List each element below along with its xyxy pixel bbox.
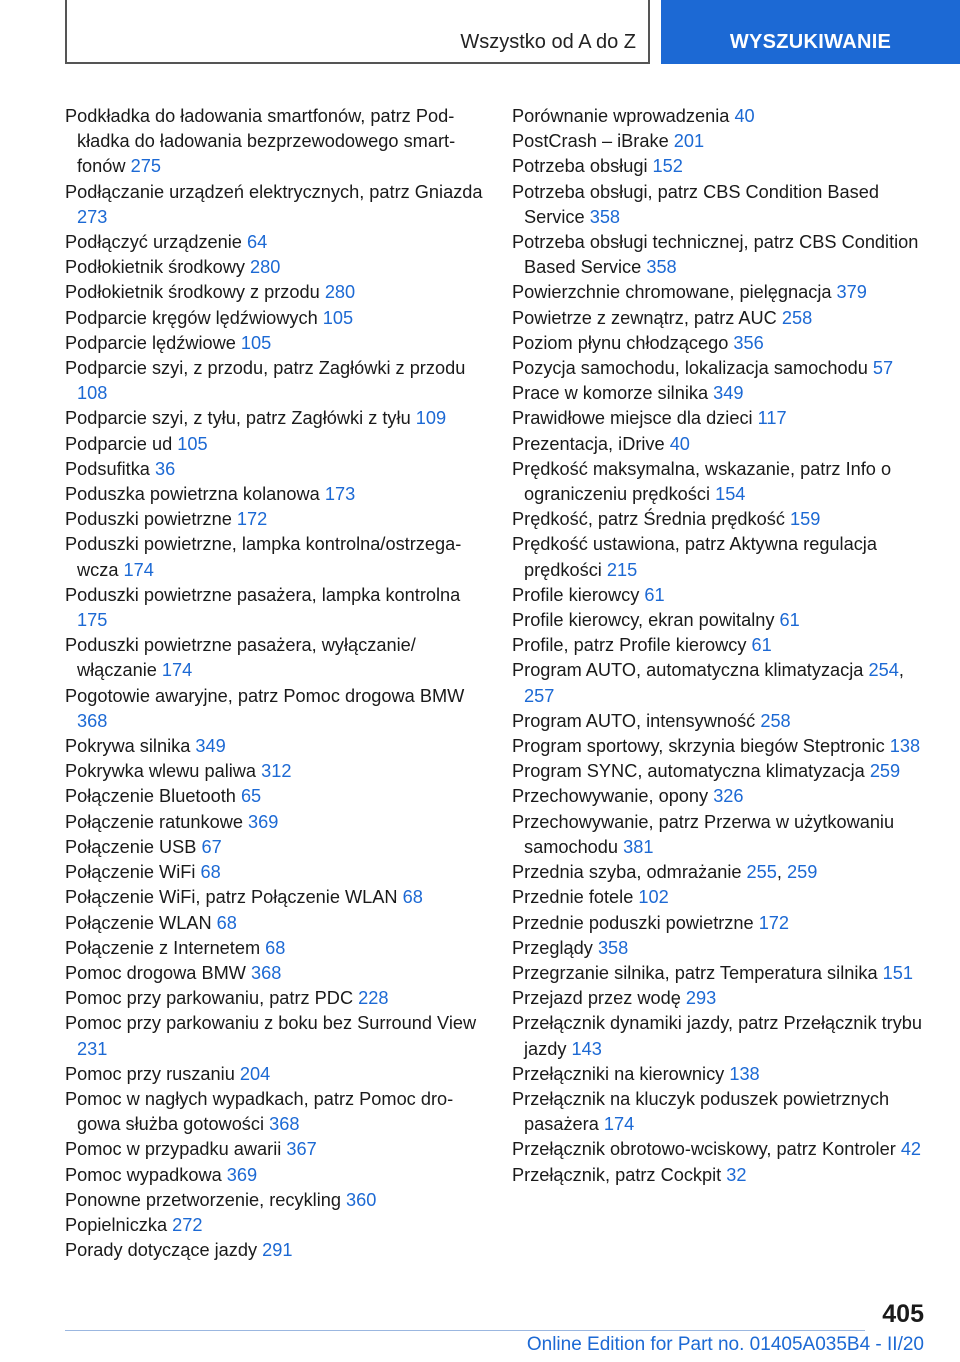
index-entry-label: Podparcie ud [65,433,178,454]
page-ref-link[interactable]: 358 [589,206,621,227]
page-ref-link[interactable]: 172 [758,912,790,933]
index-entry [65,255,485,280]
page-ref-link[interactable]: 272 [172,1214,203,1235]
index-entry-label: Podłokietnik środkowy z przodu [65,282,325,303]
index-entry [512,432,924,457]
page-ref-link[interactable]: 105 [322,307,354,328]
index-entry [512,961,924,986]
index-entry-label: Podłączyć urządzenie [65,232,247,253]
index-entry [65,180,485,230]
page-ref-link[interactable]: 61 [644,584,665,605]
index-entry-label: Program SYNC, automatyczna klimatyzacja [512,761,870,782]
index-entry [512,381,924,406]
index-entry-label: PostCrash – iBrake [512,131,674,152]
page-ref-link[interactable]: 258 [760,710,791,731]
index-entry [512,709,924,734]
index-entry-label: Poziom płynu chłodzącego [512,332,734,353]
page-ref-link[interactable]: 65 [240,786,262,807]
page-ref-link[interactable]: 67 [201,836,222,857]
page-ref-link[interactable]: 255 [746,862,777,883]
index-entry-label: Przełącznik, patrz Cockpit [512,1164,727,1185]
page-ref-link[interactable]: 369 [248,811,279,832]
page-ref-link[interactable]: 174 [123,559,154,580]
index-entry [65,532,485,582]
index-entry-label: Połączenie z Internetem [65,937,266,958]
page-ref-link[interactable]: 368 [77,710,108,731]
index-entry [512,230,924,280]
index-entry [65,961,485,986]
page-ref-link[interactable]: 358 [597,937,629,958]
index-entry [65,734,485,759]
index-entry [65,860,485,885]
index-entry-label: Przełącznik obrotowo-wciskowy, patrz Kontroler [512,1139,901,1160]
index-entry [512,885,924,910]
index-entry-label: Poduszka powietrzna kolanowa [65,484,325,505]
index-entry [512,734,924,759]
index-entry-label: Przechowywanie, opony [512,786,714,807]
page-ref-link[interactable]: 254 [868,660,899,681]
page-ref-link[interactable]: 360 [346,1189,377,1210]
page-ref-link[interactable]: 356 [733,332,764,353]
edition-footer: Online Edition for Part no. 01405A035B4 - II/20 [526,1334,924,1355]
index-entry [512,1062,924,1087]
index-entry [512,406,924,431]
page-ref-link[interactable]: 293 [685,988,717,1009]
index-entry [65,784,485,809]
page-ref-link[interactable]: 42 [900,1139,922,1160]
index-entry-label: Przełączniki na kierownicy [512,1063,730,1084]
index-entry-label: Porady dotyczące jazdy [65,1240,263,1261]
index-entry [512,306,924,331]
page-ref-link[interactable]: 228 [358,988,389,1009]
page-ref-link[interactable]: 109 [415,408,447,429]
page-ref-link[interactable]: 173 [324,484,356,505]
index-entry-label: Połączenie ratunkowe [65,811,248,832]
page-ref-link[interactable]: 369 [226,1164,258,1185]
index-entry-label: Przełącznik na kluczyk poduszek powietrznych pasażera [512,1088,890,1135]
index-entry-label: Poduszki powietrzne [65,509,237,530]
index-entry [512,331,924,356]
index-entry-label: Pokrywa silnika [65,736,196,757]
index-entry-label: Przechowywanie, patrz Przerwa w użytkowaniu samochodu [512,811,895,857]
index-entry-label: Pomoc w nagłych wypadkach, patrz Pomoc drogowa służba gotowości [65,1088,454,1135]
index-entry [65,885,485,910]
page-ref-link[interactable]: 174 [603,1114,635,1135]
header-tabs [65,0,960,64]
page-ref-link[interactable]: 61 [779,610,800,631]
index-entry [65,230,485,255]
page-ref-link[interactable]: 159 [790,509,821,530]
page-ref-link[interactable]: 138 [729,1063,760,1084]
index-entry [65,306,485,331]
index-entry-label: Połączenie WiFi, patrz Połączenie WLAN [65,887,403,908]
index-entry [65,583,485,633]
index-entry-label: Połączenie WiFi [65,862,201,883]
index-entry-label: Potrzeba obsługi, patrz CBS Condition Based Service [512,181,879,227]
index-entry [65,331,485,356]
page-ref-link[interactable]: 368 [269,1114,300,1135]
index-entry-label: Przejazd przez wodę [512,988,686,1009]
page-ref-link[interactable]: 154 [715,484,746,505]
index-entry [512,633,924,658]
index-entry [512,507,924,532]
index-entry-label: Podparcie szyi, z przodu, patrz Zagłówki z przodu [65,358,466,379]
page-ref-link[interactable]: 36 [154,458,176,479]
page-ref-link[interactable]: 57 [872,358,894,379]
index-entry-label: Profile, patrz Profile kierowcy [512,635,752,656]
page-ref-link[interactable]: 231 [77,1038,108,1059]
page-ref-link[interactable]: 379 [836,282,867,303]
index-entry [65,759,485,784]
page-ref-link[interactable]: 68 [200,862,221,883]
index-entry-label: Prędkość, patrz Średnia prędkość [512,509,790,530]
index-entry [512,583,924,608]
page-ref-link[interactable]: 40 [669,433,690,454]
page-ref-link[interactable]: 326 [713,786,744,807]
page-ref-link[interactable]: 258 [781,307,813,328]
index-entry [512,356,924,381]
index-entry [512,1011,924,1061]
index-entry-label: Pomoc drogowa BMW [65,962,251,983]
index-entry-label: Pomoc w przypadku awarii [65,1139,287,1160]
page-ref-link[interactable]: 68 [216,912,237,933]
index-entry [65,457,485,482]
index-entry [65,507,485,532]
page-ref-link[interactable]: 40 [734,106,755,126]
index-entry-label: Pozycja samochodu, lokalizacja samochodu [512,358,873,379]
page-ref-link[interactable]: 138 [889,736,921,757]
index-entry [65,1011,485,1061]
index-entry [512,457,924,507]
index-entry-label: Potrzeba obsługi [512,156,653,177]
index-entry-label: Przeglądy [512,937,598,958]
index-entry-label: Profile kierowcy, ekran powitalny [512,610,780,631]
index-entry-label: Pomoc przy ruszaniu [65,1063,240,1084]
page-ref-link[interactable]: 61 [751,635,772,656]
page-ref-link[interactable]: 381 [623,836,654,857]
index-entry [65,810,485,835]
index-entry [512,936,924,961]
index-entry-label: Przednia szyba, odmrażanie [512,862,747,883]
index-entry-label: Połączenie USB [65,836,202,857]
page-ref-link[interactable]: 259 [869,761,901,782]
index-entry [512,860,924,885]
page-ref-link[interactable]: 349 [195,736,226,757]
index-entry-label: Program AUTO, intensywność [512,710,761,731]
page-ref-link[interactable]: 312 [261,761,292,782]
index-entry [512,154,924,179]
index-entry [512,986,924,1011]
index-entry [512,180,924,230]
index-entry-label: Podłączanie urządzeń elektrycznych, patrz Gniazda [65,181,483,202]
index-entry [65,911,485,936]
index-entry [65,1238,485,1263]
page-ref-link[interactable]: 175 [77,610,108,631]
page-ref-link[interactable]: 32 [726,1164,747,1185]
index-entry [65,1062,485,1087]
index-entry-label: Pomoc przy parkowaniu, patrz PDC [65,988,359,1009]
index-entry-label: Poduszki powietrzne pasażera, wyłączanie/​włączanie [65,635,416,681]
index-entry [65,986,485,1011]
index-entry-label: Popielniczka [65,1214,173,1235]
index-entry [65,633,485,683]
page-ref-link[interactable]: 102 [638,887,669,908]
index-entry-label: Podparcie lędźwiowe [65,332,241,353]
index-entry-label: Program sportowy, skrzynia biegów Steptronic [512,736,890,757]
page-ref-link[interactable]: 257 [524,685,555,706]
page-ref-link[interactable]: 273 [77,206,108,227]
page-ref-link[interactable]: 280 [250,257,281,278]
index-entry [512,129,924,154]
index-entry [65,406,485,431]
index-entry [512,532,924,582]
index-entry [512,911,924,936]
index-entry [512,608,924,633]
index-entry-label: Powietrze z zewnątrz, patrz AUC [512,307,782,328]
page-ref-link[interactable]: 64 [246,232,268,253]
index-entry [65,684,485,734]
index-entry [65,104,485,180]
index-entry [512,759,924,784]
index-entry-label: Podsufitka [65,458,155,479]
index-entry [512,658,924,708]
index-entry [512,280,924,305]
page-ref-link[interactable]: 68 [402,887,423,908]
index-entry-label: Przednie poduszki powietrzne [512,912,759,933]
tab-search[interactable]: WYSZUKIWANIE [661,0,960,64]
index-entry-label: Podparcie szyi, z tyłu, patrz Zagłówki z tyłu [65,408,416,429]
index-entry-label: Prędkość maksymalna, wskazanie, patrz Info o ograniczeniu prędkości [512,458,892,505]
index-entry [65,432,485,457]
index-entry [512,1137,924,1162]
index-entry-label: Poduszki powietrzne, lampka kontrolna/ostrzegawcza [65,534,462,580]
page-ref-link[interactable]: 215 [606,559,638,580]
index-entry [512,1087,924,1137]
index-entry [65,1087,485,1137]
index-entry-label: Prezentacja, iDrive [512,433,670,454]
index-entry [65,1188,485,1213]
index-entry [65,835,485,860]
tab-a-to-z[interactable]: Wszystko od A do Z [65,0,650,64]
index-entry-label: Pokrywka wlewu paliwa [65,761,262,782]
page-ref-link[interactable]: 151 [882,962,914,983]
ref-separator: , [776,862,788,883]
index-entry [512,810,924,860]
index-entry [65,280,485,305]
page-ref-link[interactable]: 275 [130,156,161,177]
index-entry-label: Pomoc wypadkowa [65,1164,227,1185]
page-ref-link[interactable]: 259 [787,862,818,883]
index-entry [65,482,485,507]
index-entry [65,1163,485,1188]
index-entry-label: Przegrzanie silnika, patrz Temperatura silnika [512,962,883,983]
index-entry [65,356,485,406]
index-entry-label: Porównanie wprowadzenia [512,106,735,126]
index-entry-label: Przednie fotele [512,887,639,908]
index-entry-label: Program AUTO, automatyczna klimatyzacja [512,660,869,681]
index-column-left [65,104,485,1263]
index-entry-label: Potrzeba obsługi technicznej, patrz CBS Condition Based Service [512,232,919,278]
page-ref-link[interactable]: 68 [265,937,286,958]
index-entry [512,104,924,129]
index-entry-label: Podłokietnik środkowy [65,257,250,278]
index-entry-label: Powierzchnie chromowane, pielęgnacja [512,282,837,303]
index-entry [512,784,924,809]
page-ref-link[interactable]: 291 [262,1240,293,1261]
index-entry-label: Połączenie Bluetooth [65,786,241,807]
ref-separator: , [898,660,904,681]
index-entry-label: Profile kierowcy [512,584,645,605]
index-column-right [512,104,924,1188]
page-ref-link[interactable]: 117 [757,408,787,429]
index-entry-label: Poduszki powietrzne pasażera, lampka kontrolna [65,584,461,605]
index-entry-label: Połączenie WLAN [65,912,217,933]
page-ref-link[interactable]: 108 [77,383,108,404]
page-ref-link[interactable]: 105 [177,433,208,454]
index-entry-label: Prawidłowe miejsce dla dzieci [512,408,758,429]
page-ref-link[interactable]: 368 [250,962,282,983]
page-ref-link[interactable]: 349 [713,383,744,404]
page-ref-link[interactable]: 367 [286,1139,317,1160]
page-ref-link[interactable]: 280 [324,282,356,303]
index-entry-label: Ponowne przetworzenie, recykling [65,1189,347,1210]
index-entry-label: Podparcie kręgów lędźwiowych [65,307,323,328]
page-ref-link[interactable]: 105 [240,332,272,353]
index-entry-label: Podkładka do ładowania smartfonów, patrz Podkładka do ładowania bezprzewodowego smartfonów [65,106,456,177]
index-entry-label: Prace w komorze silnika [512,383,714,404]
index-entry [512,1163,924,1188]
page-ref-link[interactable]: 358 [646,257,677,278]
index-entry [65,936,485,961]
page-ref-link[interactable]: 143 [571,1038,602,1059]
index-entry [65,1213,485,1238]
index-entry-label: Pogotowie awaryjne, patrz Pomoc drogowa BMW [65,685,465,706]
index-entry-label: Pomoc przy parkowaniu z boku bez Surround View [65,1013,477,1034]
page-ref-link[interactable]: 152 [652,156,683,177]
page-ref-link[interactable]: 201 [673,131,705,152]
page-ref-link[interactable]: 172 [236,509,268,530]
page-ref-link[interactable]: 174 [161,660,193,681]
page-ref-link[interactable]: 204 [239,1063,271,1084]
page-number: 405 [882,1300,924,1328]
index-entry [65,1137,485,1162]
index-entry-label: Prędkość ustawiona, patrz Aktywna regulacja prędkości [512,534,877,580]
footer-divider [65,1330,865,1331]
index-entry-label: Przełącznik dynamiki jazdy, patrz Przełącznik trybu jazdy [512,1013,923,1059]
